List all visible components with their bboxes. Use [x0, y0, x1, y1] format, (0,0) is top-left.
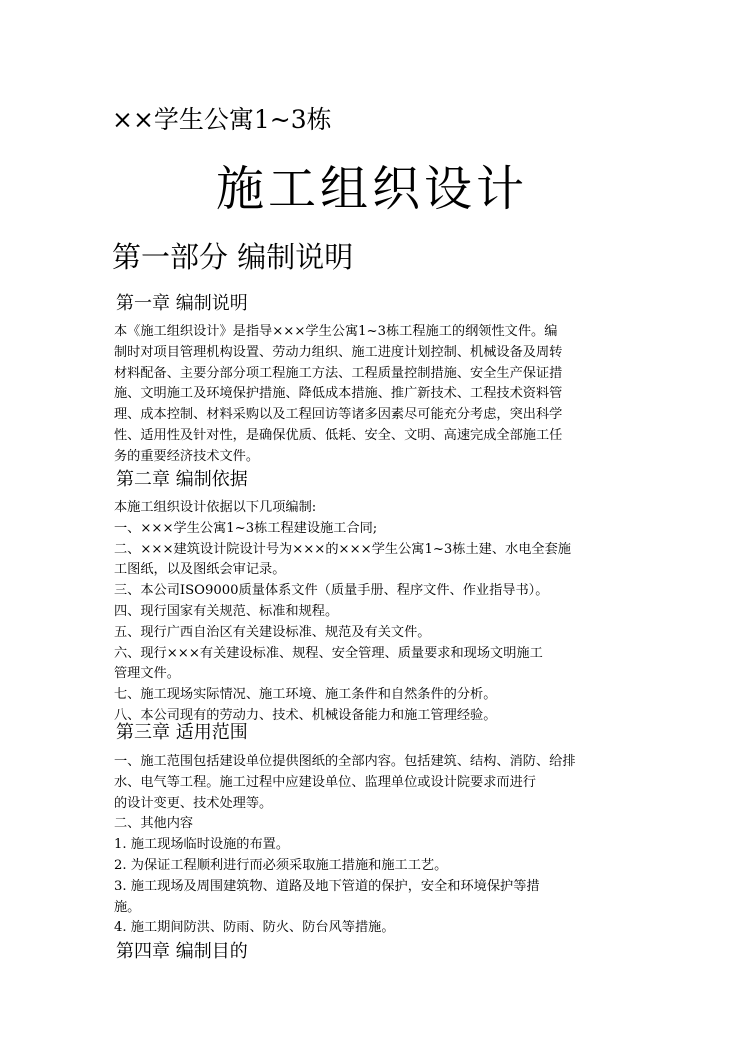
text-line: 本《施工组织设计》是指导×××学生公寓1~3栋工程施工的纲领性文件。编: [114, 324, 558, 339]
text-line: 理、成本控制、材料采购以及工程回访等诸多因素尽可能充分考虑，突出科学: [114, 407, 563, 423]
text-line: 的设计变更、技术处理等。: [114, 795, 273, 811]
text-line: 五、现行广西自治区有关建设标准、规范及有关文件。: [114, 624, 431, 640]
text-line: 七、施工现场实际情况、施工环境、施工条件和自然条件的分析。: [114, 687, 497, 703]
text-line: 本施工组织设计依据以下几项编制:: [114, 500, 317, 515]
text-line: 施、文明施工及环境保护措施、降低成本措施、推广新技术、工程技术资料管: [114, 386, 563, 402]
project-subtitle: ××学生公寓1~3栋: [112, 105, 332, 134]
chapter-3-body: [114, 752, 634, 939]
chapter-1-heading: 第一章 编制说明: [116, 293, 248, 314]
text-line: 一、施工范围包括建设单位提供图纸的全部内容。包括建筑、结构、消防、给排: [114, 754, 576, 769]
text-line: 工图纸，以及图纸会审记录。: [114, 562, 286, 578]
text-line: 六、现行×××有关建设标准、规程、安全管理、质量要求和现场文明施工: [114, 645, 543, 661]
chapter-4-heading: 第四章 编制目的: [116, 941, 248, 962]
text-line: 管理文件。: [114, 666, 180, 682]
chapter-2-body: [114, 498, 634, 727]
text-line: 二、其他内容: [114, 816, 194, 832]
text-line: 2. 为保证工程顺利进行而必须采取施工措施和施工工艺。: [114, 857, 448, 873]
text-line: 材料配备、主要分部分项工程施工方法、工程质量控制措施、安全生产保证措: [114, 365, 563, 381]
text-line: 水、电气等工程。施工过程中应建设单位、监理单位或设计院要求而进行: [114, 774, 536, 790]
text-line: 制时对项目管理机构设置、劳动力组织、施工进度计划控制、机械设备及周转: [114, 344, 563, 360]
chapter-1-body: [114, 322, 634, 468]
text-line: 一、×××学生公寓1~3栋工程建设施工合同;: [114, 520, 378, 536]
part-heading: 第一部分 编制说明: [112, 240, 354, 274]
text-line: 务的重要经济技术文件。: [114, 448, 260, 464]
text-line: 4. 施工期间防洪、防雨、防火、防台风等措施。: [114, 920, 395, 936]
text-line: 二、×××建筑设计院设计号为×××的×××学生公寓1~3栋土建、水电全套施: [114, 541, 571, 557]
text-line: 性、适用性及针对性，是确保优质、低耗、安全、文明、高速完成全部施工任: [114, 427, 563, 443]
text-line: 3. 施工现场及周围建筑物、道路及地下管道的保护，安全和环境保护等措: [114, 878, 540, 894]
text-line: 1. 施工现场临时设施的布置。: [114, 837, 290, 853]
chapter-3-heading: 第三章 适用范围: [116, 722, 248, 743]
text-line: 八、本公司现有的劳动力、技术、机械设备能力和施工管理经验。: [114, 707, 497, 723]
chapter-2-heading: 第二章 编制依据: [116, 469, 248, 490]
document-title: 施工组织设计: [215, 161, 528, 217]
text-line: 三、本公司ISO9000质量体系文件（质量手册、程序文件、作业指导书）。: [114, 583, 549, 599]
text-line: 施。: [114, 899, 141, 915]
text-line: 四、现行国家有关规范、标准和规程。: [114, 603, 339, 619]
